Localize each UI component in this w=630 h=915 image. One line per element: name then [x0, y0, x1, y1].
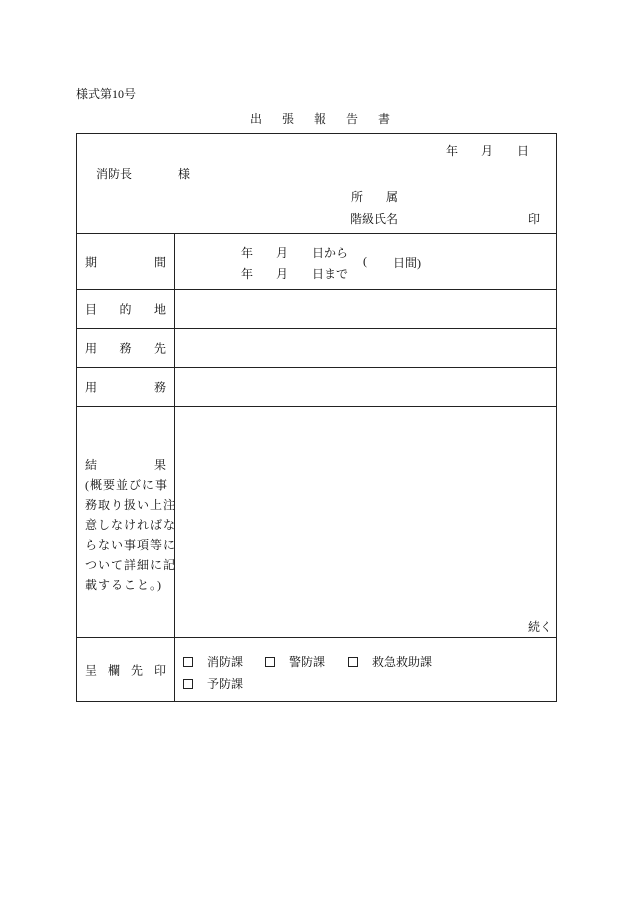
title-char: 出: [249, 112, 262, 126]
date-day-label: 日: [517, 144, 530, 158]
period-from-day: 日から: [312, 246, 349, 260]
title-char: 張: [281, 112, 294, 126]
business-label: 用 務: [85, 380, 166, 395]
submission-label: 呈 欄 先 印: [85, 663, 166, 677]
checkbox-icon[interactable]: [183, 657, 193, 667]
department-option: 警防課: [265, 653, 325, 670]
addressee: 消防長: [96, 167, 133, 181]
title-char: 書: [377, 112, 390, 126]
title-char: 告: [345, 112, 358, 126]
submission-label-cell: [77, 638, 175, 701]
affiliation-label-char: 所: [351, 190, 364, 204]
business-label-cell: [77, 368, 175, 406]
business-place-label: 用 務 先: [85, 341, 166, 356]
result-note-line: 載すること。): [85, 578, 162, 592]
period-to-month: 月: [276, 267, 289, 281]
addressee-honorific: 様: [178, 167, 191, 181]
period-from-year: 年: [241, 246, 254, 260]
result-note-line: 意しなければな: [85, 518, 177, 532]
period-to-day: 日まで: [312, 267, 349, 281]
period-label: 期 間: [85, 255, 166, 269]
header-block: [77, 134, 556, 234]
department-option: 消防課: [183, 653, 243, 670]
date-month-label: 月: [481, 144, 494, 158]
destination-row: [77, 290, 556, 329]
business-row: [77, 368, 556, 407]
result-label-cell: [77, 407, 175, 637]
seal-mark: 印: [528, 212, 541, 226]
period-row: [77, 234, 556, 290]
report-form-table: [76, 133, 557, 702]
business-place-row: [77, 329, 556, 368]
submission-row: [77, 638, 556, 701]
period-days-label: 日間): [393, 256, 421, 270]
result-row: [77, 407, 556, 638]
business-place-label-cell: [77, 329, 175, 367]
date-year-label: 年: [446, 144, 459, 158]
continued-label: 続く: [528, 620, 553, 634]
rank-name-label: 階級氏名: [350, 212, 399, 226]
period-days-open: (: [363, 254, 367, 268]
department-option: 救急救助課: [348, 653, 432, 670]
affiliation-label-char: 属: [386, 190, 399, 204]
checkbox-icon[interactable]: [265, 657, 275, 667]
result-note-line: (概要並びに事: [85, 478, 168, 492]
title-char: 報: [313, 112, 326, 126]
destination-label-cell: [77, 290, 175, 328]
checkbox-icon[interactable]: [183, 679, 193, 689]
period-to-year: 年: [241, 267, 254, 281]
document-title: [200, 110, 440, 127]
result-note-line: 務取り扱い上注: [85, 498, 177, 512]
period-label-cell: [77, 234, 175, 289]
form-number: 様式第10号: [76, 87, 137, 101]
result-note-line: らない事項等に: [85, 538, 177, 552]
checkbox-icon[interactable]: [348, 657, 358, 667]
result-note-line: ついて詳細に記: [85, 558, 177, 572]
destination-label: 目 的 地: [85, 302, 166, 317]
result-label: 結 果 (概要並びに事 務取り扱い上注 意しなければな らない事項等に ついて詳細に記 載すること。): [85, 455, 168, 595]
period-from-month: 月: [276, 246, 289, 260]
department-option: 予防課: [183, 675, 243, 692]
